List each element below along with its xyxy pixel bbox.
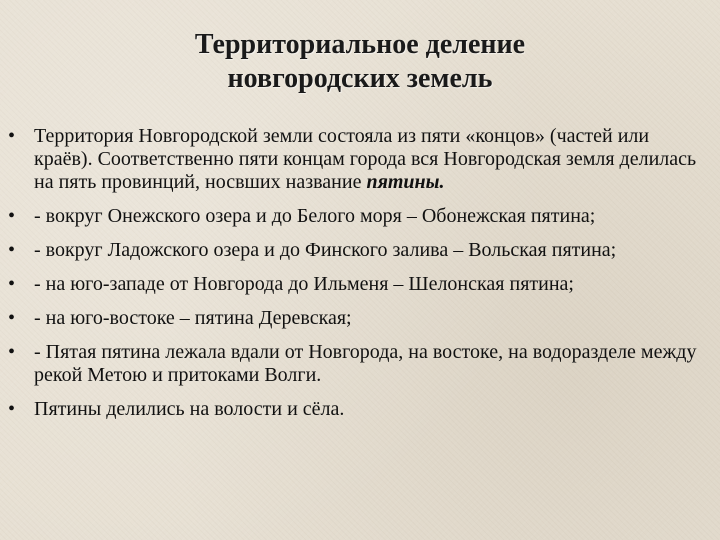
bullet-item [8,273,698,296]
bullet-text: - вокруг Онежского озера и до Белого моря – Обонежская пятина; [34,205,596,227]
bullet-icon: • [8,125,16,147]
bullet-icon: • [8,307,16,329]
bullet-text: - вокруг Ладожского озера и до Финского залива – Вольская пятина; [34,239,617,261]
bullet-icon: • [8,341,16,363]
bullet-item [8,125,698,194]
bullet-text: - на юго-западе от Новгорода до Ильменя – Шелонская пятина; [34,273,574,295]
bullet-item [8,398,698,421]
bullet-item [8,239,698,262]
bullet-list [8,125,698,432]
bullet-emphasis: пятины. [366,171,445,193]
bullet-text: Территория Новгородской земли состояла из пяти «концов» (частей или краёв). Соответственно пяти концам города вся Новгородская земля делилась на пять провинций, носвших название [34,125,697,193]
bullet-icon: • [8,239,16,261]
bullet-item [8,205,698,228]
bullet-icon: • [8,398,16,420]
bullet-icon: • [8,205,16,227]
bullet-text: - Пятая пятина лежала вдали от Новгорода, на востоке, на водоразделе между рекой Метою и притоками Волги. [34,341,697,386]
slide-title-line-2: новгородских земель [227,63,493,94]
bullet-text: - на юго-востоке – пятина Деревская; [34,307,352,329]
bullet-text: Пятины делились на волости и сёла. [34,398,345,420]
bullet-item [8,307,698,330]
slide-title-line-1: Территориальное деление [194,29,526,60]
slide-title [0,28,720,96]
bullet-item [8,341,698,387]
bullet-icon: • [8,273,16,295]
